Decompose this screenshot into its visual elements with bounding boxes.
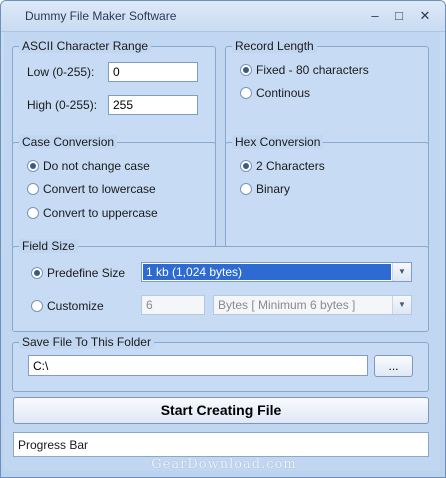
- predefine-size-label: Predefine Size: [47, 266, 126, 280]
- ascii-range-title: ASCII Character Range: [19, 39, 151, 53]
- low-input[interactable]: [108, 62, 198, 82]
- low-label: Low (0-255):: [27, 65, 95, 79]
- maximize-button[interactable]: □: [395, 8, 403, 23]
- hex-2chars-label: 2 Characters: [256, 159, 325, 173]
- radio-checked-icon: [240, 160, 252, 172]
- radio-unchecked-icon: [31, 300, 43, 312]
- radio-checked-icon: [31, 267, 43, 279]
- close-button[interactable]: ✕: [419, 8, 431, 23]
- radio-checked-icon: [27, 160, 39, 172]
- unit-select[interactable]: [213, 295, 412, 315]
- case-upper-label: Convert to uppercase: [43, 206, 158, 220]
- browse-button[interactable]: ...: [374, 355, 413, 377]
- client-area: [4, 32, 440, 471]
- record-length-title: Record Length: [232, 39, 317, 53]
- customize-size-input[interactable]: [141, 295, 205, 315]
- predefine-size-select[interactable]: [141, 262, 412, 282]
- progress-text: Progress Bar: [18, 438, 89, 452]
- chevron-down-icon[interactable]: ▼: [392, 263, 411, 281]
- field-size-title: Field Size: [19, 239, 78, 253]
- case-none-label: Do not change case: [43, 159, 150, 173]
- field-size-group: [12, 239, 429, 332]
- save-folder-title: Save File To This Folder: [19, 335, 154, 349]
- progress-bar: [13, 432, 429, 457]
- radio-unchecked-icon: [240, 87, 252, 99]
- case-conversion-title: Case Conversion: [19, 135, 117, 149]
- predefine-size-value: 1 kb (1,024 bytes): [143, 264, 391, 280]
- high-input[interactable]: [108, 95, 198, 115]
- title-bar[interactable]: [1, 1, 445, 32]
- record-fixed-label: Fixed - 80 characters: [256, 63, 369, 77]
- high-label: High (0-255):: [27, 98, 98, 112]
- radio-unchecked-icon: [240, 183, 252, 195]
- case-lower-label: Convert to lowercase: [43, 182, 156, 196]
- watermark-text: GearDownload.com: [151, 457, 297, 472]
- record-continous-label: Continous: [256, 86, 311, 100]
- radio-unchecked-icon: [27, 207, 39, 219]
- save-folder-group: [12, 335, 429, 392]
- customize-label: Customize: [47, 299, 104, 313]
- unit-value: Bytes [ Minimum 6 bytes ]: [218, 298, 356, 312]
- chevron-down-icon[interactable]: ▼: [392, 296, 411, 314]
- window-title: Dummy File Maker Software: [25, 9, 177, 23]
- hex-conversion-title: Hex Conversion: [232, 135, 323, 149]
- hex-binary-label: Binary: [256, 182, 291, 196]
- radio-unchecked-icon: [27, 183, 39, 195]
- minimize-button[interactable]: –: [371, 8, 379, 23]
- folder-path-input[interactable]: [28, 355, 368, 376]
- hex-conversion-group: [225, 135, 429, 262]
- radio-checked-icon: [240, 64, 252, 76]
- start-creating-button[interactable]: Start Creating File: [13, 397, 429, 424]
